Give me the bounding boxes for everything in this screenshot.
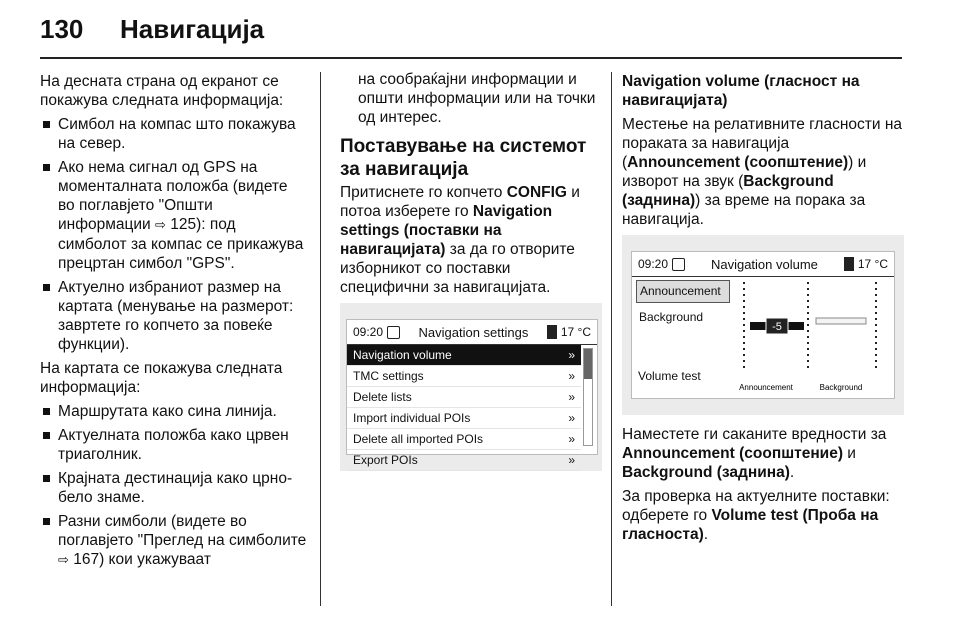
- column-3: [622, 72, 904, 549]
- list-item: [40, 158, 308, 273]
- screen-header: [347, 320, 597, 345]
- caption-announcement: Announcement: [739, 383, 793, 392]
- section-title: Навигација: [120, 14, 265, 44]
- column-2: [340, 72, 602, 481]
- temperature-icon: [547, 325, 557, 339]
- menu-item-delete-lists[interactable]: Delete lists »: [347, 387, 581, 408]
- paragraph: Наместете ги саканите вредности за Announcement (соопштение) и Background (заднина).: [622, 426, 887, 481]
- menu-item-background[interactable]: Background: [639, 310, 704, 324]
- chevron-right-icon: »: [568, 411, 575, 425]
- list-item: Актуелно избраниот размер на картата (менување на размерот: завртете го копчето за повеќе функции).: [40, 278, 308, 354]
- menu-item-tmc-settings[interactable]: TMC settings »: [347, 366, 581, 387]
- list-item: [40, 512, 308, 570]
- screen: [631, 251, 895, 399]
- clock-icon: [387, 326, 400, 339]
- menu-item-import-pois[interactable]: Import individual POIs »: [347, 408, 581, 429]
- page-number: 130: [40, 14, 84, 44]
- list-item-text: Разни симболи (видете во поглавјето "Преглед на симболите: [58, 513, 307, 549]
- chevron-right-icon: »: [568, 369, 575, 383]
- list-item: Актуелната положба како црвен триаголник.: [40, 426, 308, 464]
- time: 09:20: [353, 324, 384, 339]
- screenshot-navigation-volume: [622, 235, 904, 415]
- paragraph: На десната страна од екранот се покажува следната информација:: [40, 73, 284, 109]
- paragraph: на сообраќајни информации и општи информации или на точки од интерес.: [358, 71, 596, 126]
- chevron-right-icon: »: [568, 432, 575, 446]
- menu-item-announcement[interactable]: Announcement: [636, 280, 730, 303]
- volume-sliders: [736, 282, 888, 394]
- column-divider: [611, 72, 612, 606]
- list-item-text: 167) кои укажуваат: [73, 551, 211, 568]
- menu-item-volume-test[interactable]: Volume test: [638, 369, 701, 383]
- caption-background: Background: [819, 383, 863, 392]
- temperature-icon: [844, 257, 854, 271]
- screenshot-navigation-settings: [340, 303, 602, 471]
- page-ref-icon: ⇨: [155, 218, 166, 233]
- list-item-text: 125): под симболот за компас се прикажува прецртан симбол "GPS".: [58, 216, 304, 272]
- subheading: Поставување на системот за навигација: [340, 136, 587, 180]
- list-item: Маршрутата како сина линија.: [40, 402, 308, 421]
- list-item: Симбол на компас што покажува на север.: [40, 115, 308, 153]
- clock-icon: [672, 258, 685, 271]
- scrollbar-thumb[interactable]: [584, 349, 592, 379]
- screen-title: Navigation volume: [710, 256, 818, 272]
- background-slider[interactable]: [816, 318, 866, 324]
- list-item: Крајната дестинација како црно-бело знаме.: [40, 469, 308, 507]
- menu-item-export-pois[interactable]: Export POIs »: [347, 450, 581, 471]
- screen: [346, 319, 598, 467]
- page-ref-icon: ⇨: [58, 553, 69, 568]
- screen-title: Navigation settings: [418, 324, 529, 340]
- bullet-list: [40, 115, 308, 354]
- temperature: 17 °C: [857, 256, 888, 271]
- menu-item-navigation-volume[interactable]: Navigation volume »: [347, 345, 581, 366]
- screen-header: [632, 252, 894, 277]
- subheading: Navigation volume (гласност на навигацијата): [622, 73, 860, 109]
- slider-value: -5: [772, 321, 782, 333]
- menu-item-delete-imported-pois[interactable]: Delete all imported POIs »: [347, 429, 581, 450]
- header-rule: [40, 57, 902, 59]
- chevron-right-icon: »: [568, 453, 575, 467]
- scrollbar[interactable]: [583, 348, 593, 446]
- bullet-list: [40, 402, 308, 570]
- paragraph: За проверка на актуелните поставки: одберете го Volume test (Проба на гласноста).: [622, 488, 890, 543]
- paragraph: На картата се покажува следната информација:: [40, 360, 283, 396]
- menu: [347, 345, 581, 471]
- chevron-right-icon: »: [568, 390, 575, 404]
- paragraph: Местење на релативните гласности на пораката за навигација (Announcement (соопштение)) и изворот на звук (Background (заднина)) за време на порака за навигација.: [622, 116, 903, 228]
- temperature: 17 °C: [560, 324, 591, 339]
- chevron-right-icon: »: [568, 348, 575, 362]
- column-1: [40, 72, 308, 575]
- column-divider: [320, 72, 321, 606]
- list-item-text: Ако нема сигнал од GPS на моменталната положба (видете во поглавјето "Општи информации: [58, 159, 288, 233]
- volume-menu: [636, 280, 730, 328]
- time: 09:20: [638, 256, 669, 271]
- paragraph: Притиснете го копчето CONFIG и потоа изберете го Navigation settings (поставки на навигацијата) за да го отворите изборникот со поставки специфични за навигацијата.: [340, 184, 580, 296]
